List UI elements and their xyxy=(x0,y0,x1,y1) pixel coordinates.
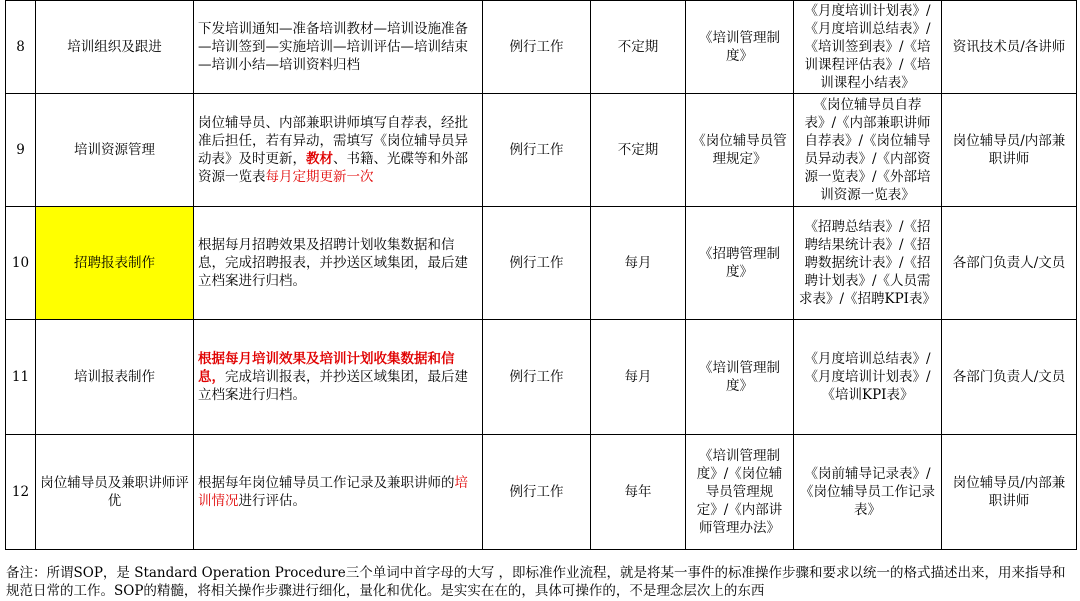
task-name-cell: 岗位辅导员及兼职讲师评优 xyxy=(36,435,194,550)
description-segment: 下发培训通知—准备培训教材—培训设施准备—培训签到—实施培训—培训评估—培训结束—培训小结—培训资料归档 xyxy=(198,21,468,73)
description-cell xyxy=(194,94,483,207)
work-type-cell: 例行工作 xyxy=(483,1,591,94)
description-segment: 岗位辅导员、内部兼职讲师填写自荐表，经批准后担任，若有异动，需填写《岗位辅导员异动表》及时更新， xyxy=(198,115,468,167)
table-row xyxy=(6,94,1077,207)
related-forms-cell: 《招聘总结表》/《招聘结果统计表》/《招聘数据统计表》/《招聘计划表》/《人员需求表》/《招聘KPI表》 xyxy=(794,207,942,320)
related-forms-cell: 《月度培训总结表》/《月度培训计划表》/《培训KPI表》 xyxy=(794,320,942,435)
work-type-cell: 例行工作 xyxy=(483,435,591,550)
description-cell xyxy=(194,435,483,550)
work-type-cell: 例行工作 xyxy=(483,94,591,207)
table-row xyxy=(6,1,1077,94)
table-row xyxy=(6,320,1077,435)
task-name-cell: 培训资源管理 xyxy=(36,94,194,207)
row-number-cell: 11 xyxy=(6,320,36,435)
frequency-cell: 不定期 xyxy=(591,1,686,94)
sop-table-body xyxy=(6,1,1077,550)
description-segment: 根据每年岗位辅导员工作记录及兼职讲师的 xyxy=(198,475,455,491)
responsible-cell: 岗位辅导员/内部兼职讲师 xyxy=(942,435,1077,550)
related-forms-cell: 《月度培训计划表》/《月度培训总结表》/《培训签到表》/《培训课程评估表》/《培训课程小结表》 xyxy=(794,1,942,94)
description-segment: 根据每月招聘效果及招聘计划收集数据和信息，完成招聘报表，并抄送区域集团，最后建立档案进行归档。 xyxy=(198,237,468,289)
table-row xyxy=(6,207,1077,320)
table-row xyxy=(6,435,1077,550)
row-number-cell: 10 xyxy=(6,207,36,320)
related-system-cell: 《岗位辅导员管理规定》 xyxy=(686,94,794,207)
row-number-cell: 8 xyxy=(6,1,36,94)
description-cell xyxy=(194,320,483,435)
description-cell xyxy=(194,207,483,320)
responsible-cell: 岗位辅导员/内部兼职讲师 xyxy=(942,94,1077,207)
work-type-cell: 例行工作 xyxy=(483,320,591,435)
frequency-cell: 每年 xyxy=(591,435,686,550)
related-system-cell: 《培训管理制度》 xyxy=(686,320,794,435)
description-segment: 、书籍、光碟等和外部资源一览表 xyxy=(198,151,468,185)
task-name-cell: 招聘报表制作 xyxy=(36,207,194,320)
description-segment: 根据每月培训效果及培训计划收集数据和信息， xyxy=(198,351,455,385)
sop-table xyxy=(5,0,1077,550)
responsible-cell: 各部门负责人/文员 xyxy=(942,207,1077,320)
related-system-cell: 《培训管理制度》/《岗位辅导员管理规定》/《内部讲师管理办法》 xyxy=(686,435,794,550)
work-type-cell: 例行工作 xyxy=(483,207,591,320)
related-forms-cell: 《岗位辅导员自荐表》/《内部兼职讲师自荐表》/《岗位辅导员异动表》/《内部资源一览表》/《外部培训资源一览表》 xyxy=(794,94,942,207)
task-name-cell: 培训报表制作 xyxy=(36,320,194,435)
footnote: 备注：所谓SOP，是 Standard Operation Procedure三个单词中首字母的大写 ，即标准作业流程，就是将某一事件的标准操作步骤和要求以统一的格式描述出来，用来指导和规范日常的工作。SOP的精髓，将相关操作步骤进行细化，量化和优化。是实实在在的，具体可操作的，不是理念层次上的东西 xyxy=(6,565,1066,599)
responsible-cell: 资讯技术员/各讲师 xyxy=(942,1,1077,94)
description-cell xyxy=(194,1,483,94)
row-number-cell: 12 xyxy=(6,435,36,550)
row-number-cell: 9 xyxy=(6,94,36,207)
description-segment: 完成培训报表，并抄送区域集团，最后建立档案进行归档。 xyxy=(198,369,468,403)
frequency-cell: 不定期 xyxy=(591,94,686,207)
description-segment: 培训情况 xyxy=(198,475,468,509)
frequency-cell: 每月 xyxy=(591,207,686,320)
description-segment: 每月定期更新一次 xyxy=(265,169,374,185)
description-segment: 教材 xyxy=(306,151,333,167)
related-system-cell: 《培训管理制度》 xyxy=(686,1,794,94)
frequency-cell: 每月 xyxy=(591,320,686,435)
related-forms-cell: 《岗前辅导记录表》/《岗位辅导员工作记录表》 xyxy=(794,435,942,550)
description-segment: 进行评估。 xyxy=(238,493,306,509)
related-system-cell: 《招聘管理制度》 xyxy=(686,207,794,320)
task-name-cell: 培训组织及跟进 xyxy=(36,1,194,94)
responsible-cell: 各部门负责人/文员 xyxy=(942,320,1077,435)
